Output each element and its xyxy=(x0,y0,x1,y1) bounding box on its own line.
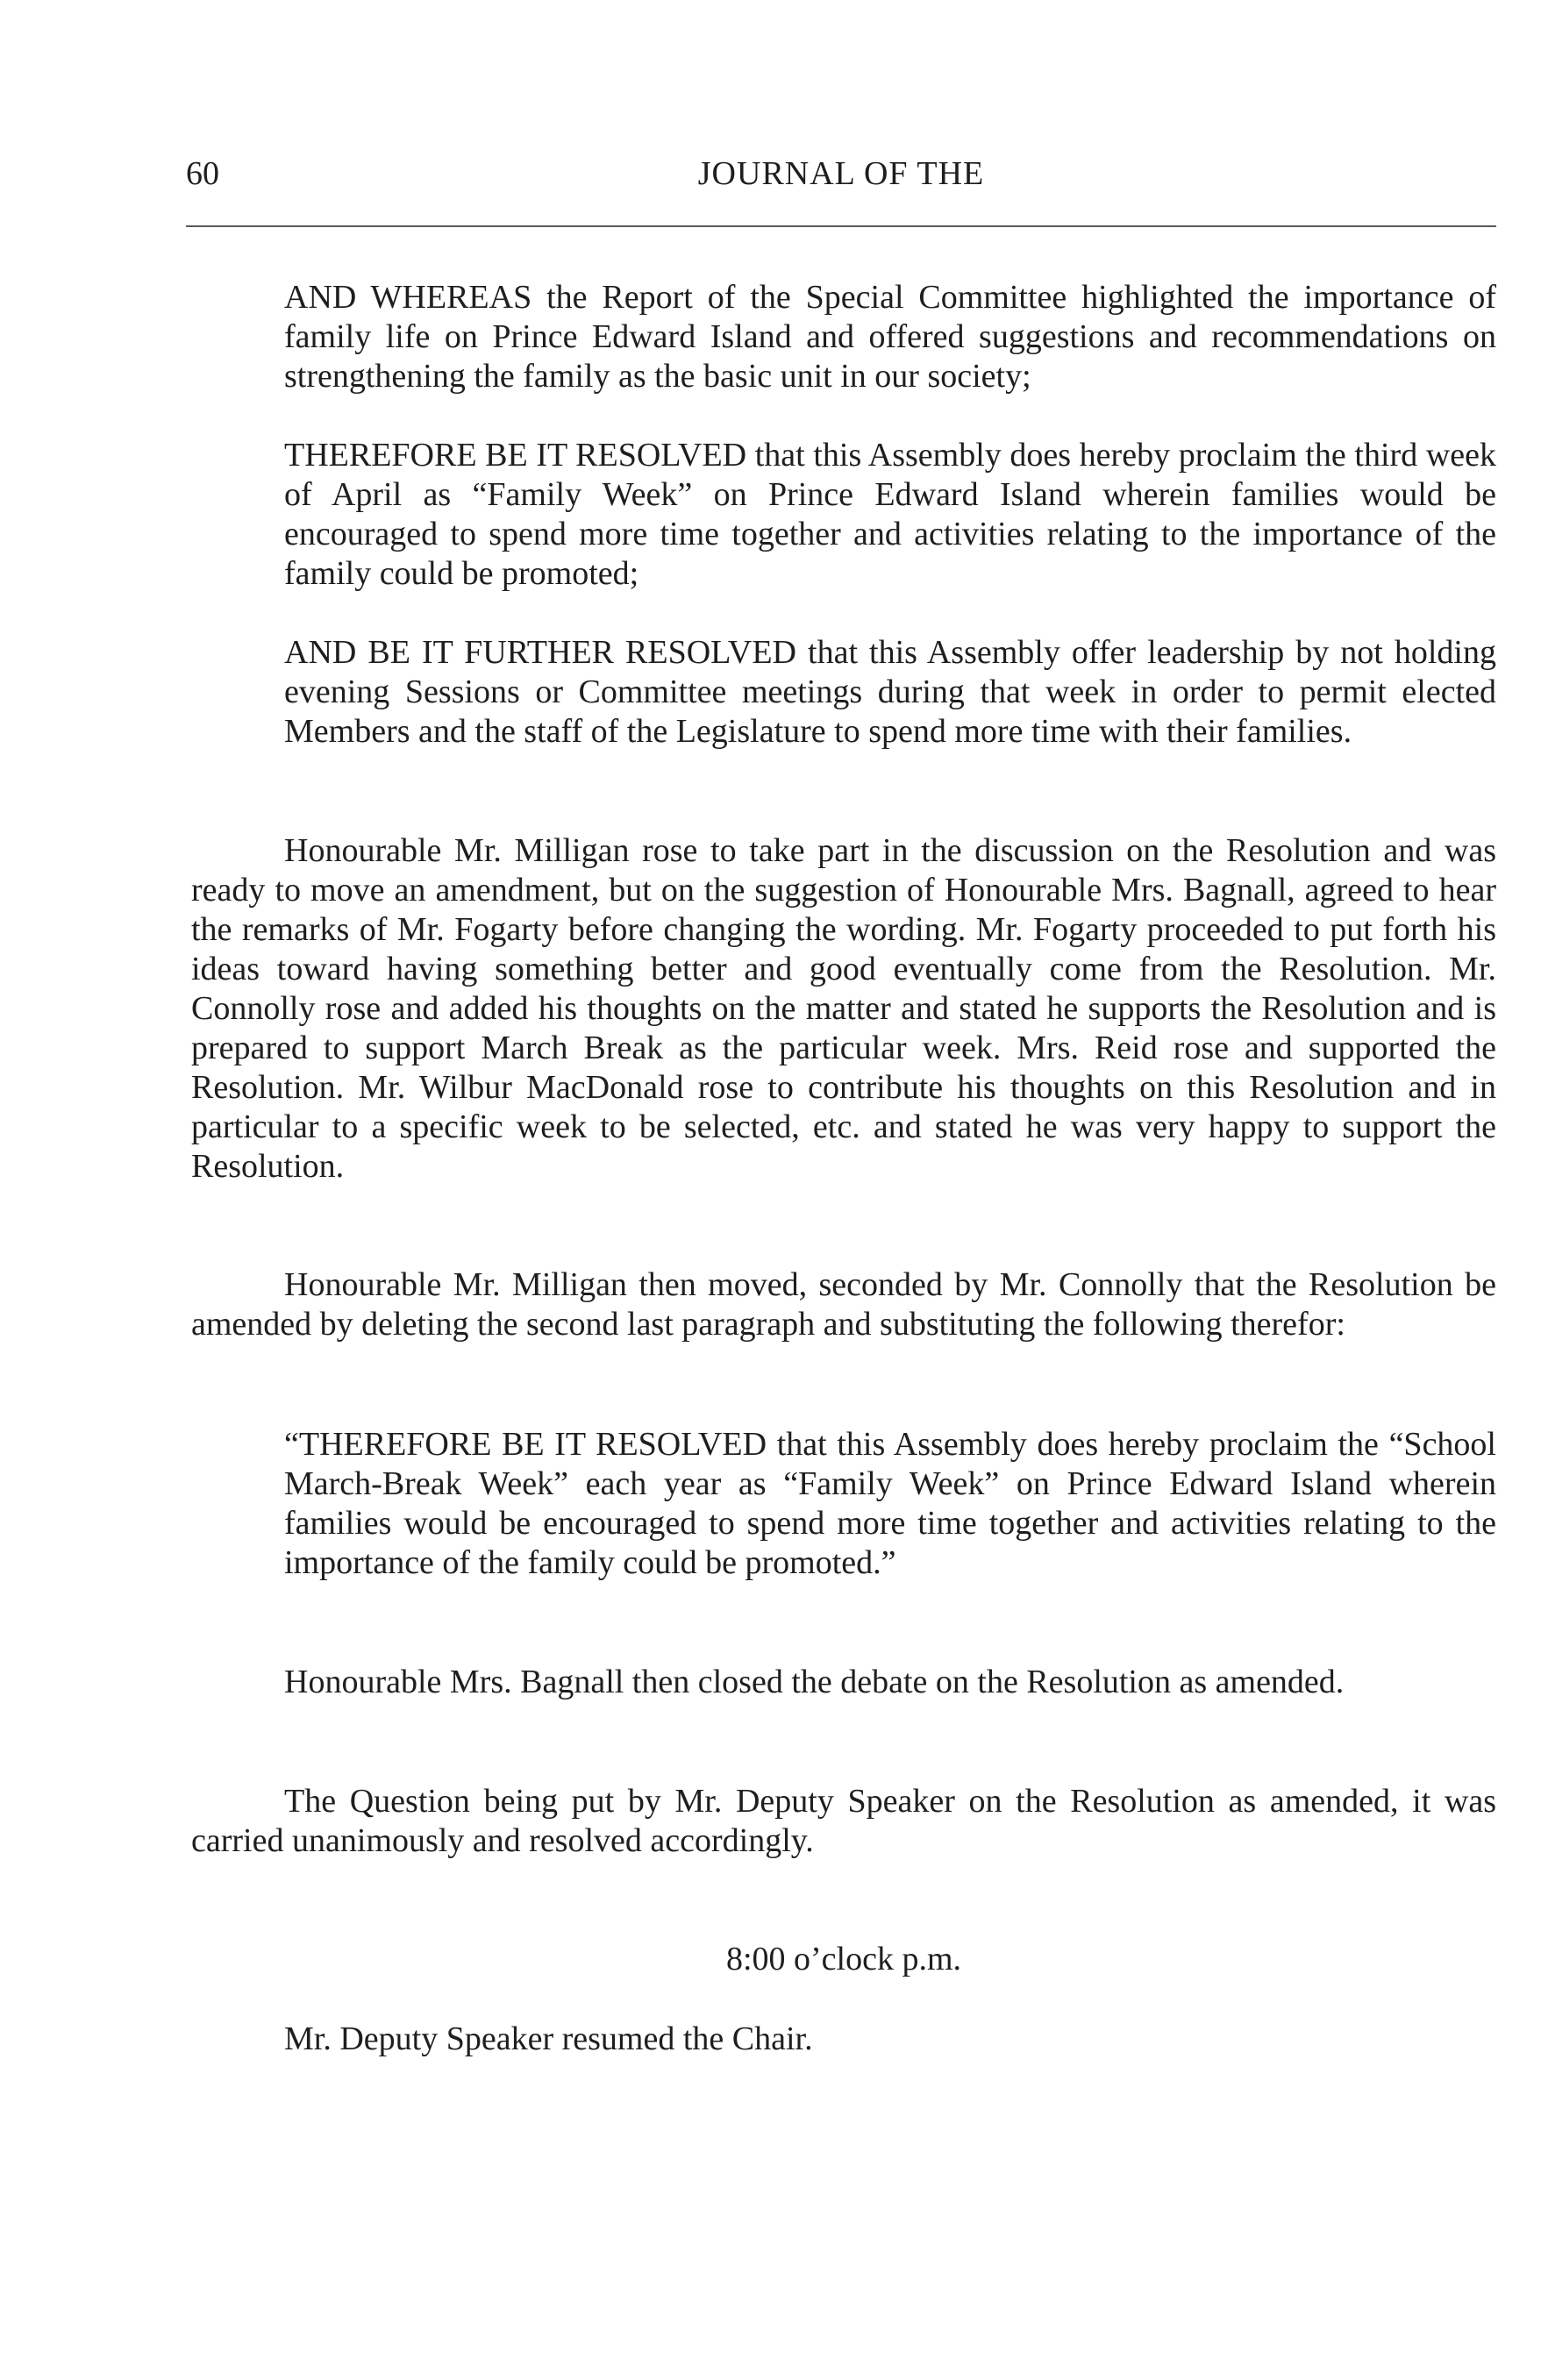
paragraph-amendment-motion: Honourable Mr. Milligan then moved, seconded by Mr. Connolly that the Resolution be amended by deleting the second last paragraph and substituting the following therefor: xyxy=(191,1266,1496,1343)
paragraph-therefore: THEREFORE BE IT RESOLVED that this Assembly does hereby proclaim the third week of April as “Family Week” on Prince Edward Island wherein families would be encouraged to spend more time together and activities relating to the importance of the family could be promoted; xyxy=(284,437,1496,592)
time-heading: 8:00 o’clock p.m. xyxy=(725,1941,962,1977)
running-head: JOURNAL OF THE xyxy=(697,155,985,192)
paragraph-question: The Question being put by Mr. Deputy Speaker on the Resolution as amended, it was carried unanimously and resolved accordingly. xyxy=(191,1783,1496,1859)
paragraph-amendment-text: “THEREFORE BE IT RESOLVED that this Assembly does hereby proclaim the “School March-Break Week” each year as “Family Week” on Prince Edward Island wherein families would be encouraged to spend more time together and activities relating to the importance of the family could be promoted.” xyxy=(284,1426,1496,1581)
paragraph-whereas: AND WHEREAS the Report of the Special Committee highlighted the importance of family life on Prince Edward Island and offered suggestions and recommendations on strengthening the family as the basic unit in our society; xyxy=(284,279,1496,395)
paragraph-discussion: Honourable Mr. Milligan rose to take part in the discussion on the Resolution and was ready to move an amendment, but on the suggestion of Honourable Mrs. Bagnall, agreed to hear the remarks of Mr. Fogarty before changing the wording. Mr. Fogarty proceeded to put forth his ideas toward having something better and good eventually come from the Resolution. Mr. Connolly rose and added his thoughts on the matter and stated he supports the Resolution and is prepared to support March Break as the particular week. Mrs. Reid rose and supported the Resolution. Mr. Wilbur MacDonald rose to contribute his thoughts on this Resolution and in particular to a specific week to be selected, etc. and stated he was very happy to support the Resolution. xyxy=(191,832,1496,1185)
paragraph-further-resolved: AND BE IT FURTHER RESOLVED that this Assembly offer leadership by not holding evening Sessions or Committee meetings during that week in order to permit elected Members and the staff of the Legislature to spend more time with their families. xyxy=(284,634,1496,750)
header-rule xyxy=(186,225,1496,227)
paragraph-resumed-chair: Mr. Deputy Speaker resumed the Chair. xyxy=(284,2020,813,2057)
paragraph-closed-debate: Honourable Mrs. Bagnall then closed the debate on the Resolution as amended. xyxy=(284,1664,1345,1700)
page-number: 60 xyxy=(186,155,219,192)
